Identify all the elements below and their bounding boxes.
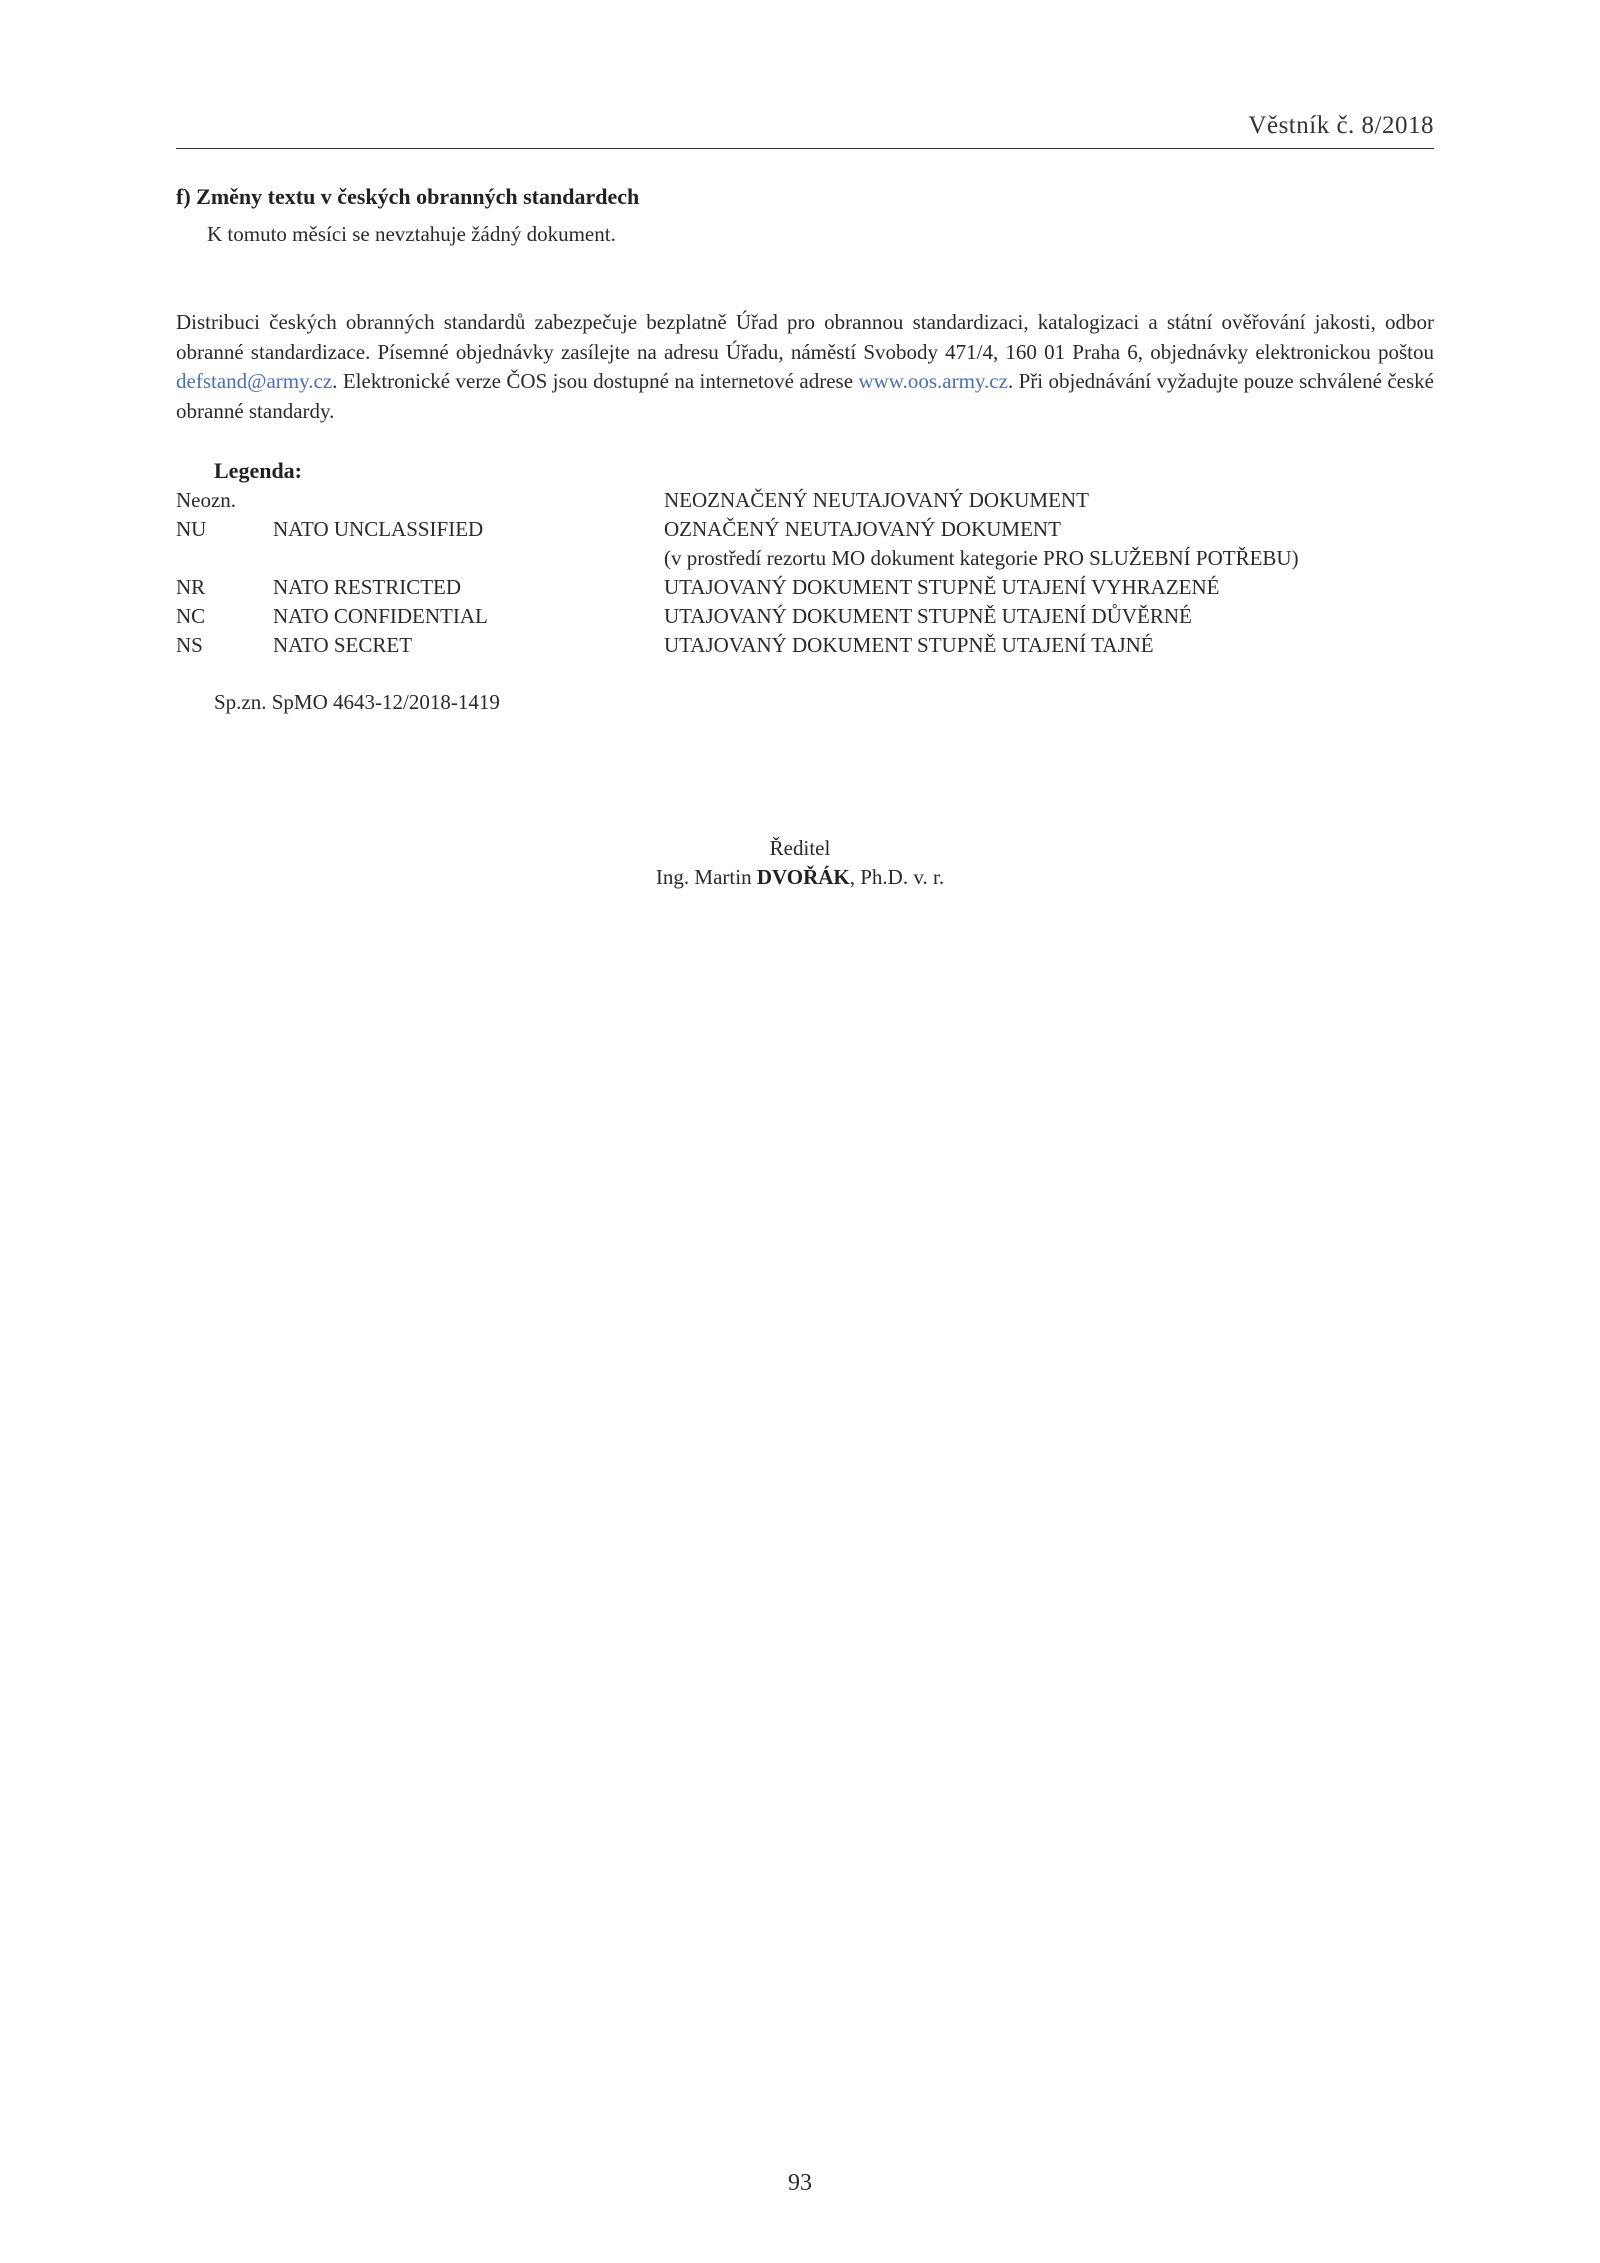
email-link[interactable]: defstand@army.cz [176, 369, 333, 393]
page-header [176, 112, 1434, 149]
signatory-role: Ředitel [769, 836, 831, 860]
legend-description-note: (v prostředí rezortu MO dokument kategorie PRO SLUŽEBNÍ POTŘEBU) [664, 546, 1299, 570]
legend-row [176, 573, 1434, 602]
legend-description-line: UTAJOVANÝ DOKUMENT STUPNĚ UTAJENÍ TAJNÉ [664, 633, 1154, 657]
reference-number: Sp.zn. SpMO 4643-12/2018-1419 [214, 690, 500, 714]
legend-description [664, 631, 1154, 660]
legend-description-line: UTAJOVANÝ DOKUMENT STUPNĚ UTAJENÍ VYHRAZENÉ [664, 575, 1220, 599]
legend-nato-label: NATO SECRET [273, 633, 413, 657]
signature-block [0, 834, 1600, 892]
legend-description [664, 573, 1219, 602]
legend-nato-label: NATO UNCLASSIFIED [273, 517, 484, 541]
legend-description-line: UTAJOVANÝ DOKUMENT STUPNĚ UTAJENÍ DŮVĚRNÉ [664, 604, 1192, 628]
legend-code: NC [176, 604, 206, 628]
legend-description [664, 486, 1089, 515]
signatory-name [0, 863, 1600, 892]
legend-nato-label: NATO RESTRICTED [273, 575, 462, 599]
legend-row [176, 631, 1434, 660]
legend-code: Neozn. [176, 488, 237, 512]
journal-title: Věstník č. 8/2018 [1248, 112, 1434, 139]
page-number: 93 [788, 2170, 812, 2196]
legend-description [664, 515, 1299, 573]
legend-table [176, 486, 1434, 660]
signatory-name-prefix: Ing. Martin [655, 865, 757, 889]
distribution-text-2: . Elektronické verze ČOS jsou dostupné na internetové adrese [332, 369, 859, 393]
legend-code: NR [176, 575, 206, 599]
signatory-surname: DVOŘÁK [756, 865, 850, 889]
legend-row [176, 602, 1434, 631]
legend-row [176, 515, 1434, 573]
section-f-body: K tomuto měsíci se nevztahuje žádný dokument. [207, 222, 616, 246]
section-f-heading: f) Změny textu v českých obranných standardech [176, 184, 640, 209]
legend-description-line: OZNAČENÝ NEUTAJOVANÝ DOKUMENT [664, 517, 1061, 541]
legend-nato-label: NATO CONFIDENTIAL [273, 604, 488, 628]
distribution-paragraph [176, 308, 1434, 426]
legend-code: NS [176, 633, 203, 657]
legend-title: Legenda: [214, 458, 302, 483]
legend-description [664, 602, 1192, 631]
distribution-text-3: . Při objednávání vyžadujte pouze schválené české obranné standardy. [176, 369, 1434, 423]
signatory-name-suffix: , Ph.D. v. r. [849, 865, 945, 889]
legend-description-line: NEOZNAČENÝ NEUTAJOVANÝ DOKUMENT [664, 488, 1089, 512]
legend-code: NU [176, 517, 207, 541]
distribution-text-1: Distribuci českých obranných standardů zabezpečuje bezplatně Úřad pro obrannou standardizaci, katalogizaci a státní ověřování jakosti, odbor obranné standardizace. Písemné objednávky zasílejte na adresu Úřadu, náměstí Svobody 471/4, 160 01 Praha 6, objednávky elektronickou poštou [176, 310, 1434, 364]
website-link[interactable]: www.oos.army.cz [858, 369, 1008, 393]
legend-row [176, 486, 1434, 515]
